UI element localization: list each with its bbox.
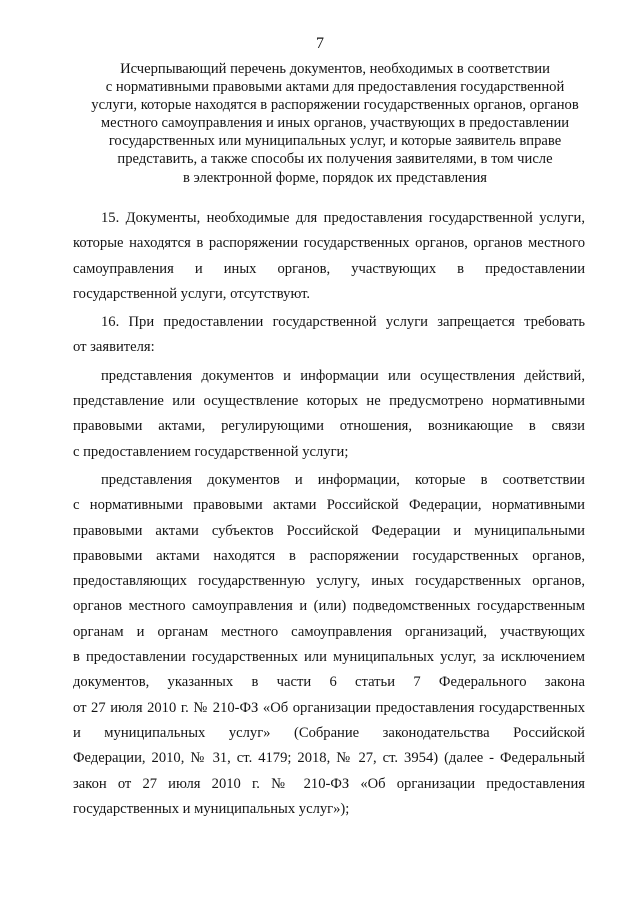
section-heading xyxy=(80,60,590,187)
text-line: государственной услуги, отсутствуют. xyxy=(73,285,311,302)
text-line: с нормативными правовыми актами Российской Федерации, нормативными xyxy=(73,497,585,514)
text-line: представления документов и информации, которые в соответствии xyxy=(101,471,585,488)
heading-line: местного самоуправления и иных органов, участвующих в предоставлении xyxy=(100,115,570,132)
text-line: правовыми актами находятся в распоряжении государственных органов, xyxy=(73,547,585,564)
heading-line: Исчерпывающий перечень документов, необходимых в соответствии xyxy=(120,61,550,77)
text-line: органам и органам местного самоуправления организаций, участвующих xyxy=(73,623,585,640)
text-line: которые находятся в распоряжении государственных органов, органов местного xyxy=(73,235,585,252)
paragraph-15 xyxy=(73,206,585,307)
document-body xyxy=(73,206,585,825)
paragraph-16-item-1 xyxy=(73,364,585,465)
text-line: представление или осуществление которых не предусмотрено нормативными xyxy=(73,393,585,410)
text-line: правовыми актами субъектов Российской Федерации и муниципальными xyxy=(73,522,585,539)
page-number: 7 xyxy=(316,35,324,52)
text-line: документов, указанных в части 6 статьи 7 Федерального закона xyxy=(73,674,585,691)
text-line: правовыми актами, регулирующими отношения, возникающие в связи xyxy=(73,418,585,435)
heading-line: с нормативными правовыми актами для предоставления государственной xyxy=(105,79,565,96)
text-line: 16. При предоставлении государственной услуги запрещается требовать xyxy=(101,314,585,331)
heading-line: в электронной форме, порядок их представления xyxy=(182,169,487,186)
text-line: предоставляющих государственную услугу, иных государственных органов, xyxy=(73,573,585,590)
text-line: государственных и муниципальных услуг»); xyxy=(73,800,350,817)
text-line: представления документов и информации или осуществления действий, xyxy=(101,367,585,384)
text-line: и муниципальных услуг» (Собрание законодательства Российской xyxy=(73,724,585,741)
paragraph-16 xyxy=(73,310,585,361)
text-line: закон от 27 июля 2010 г. № 210-ФЗ «Об организации предоставления xyxy=(73,775,585,792)
text-line: 15. Документы, необходимые для предоставления государственной услуги, xyxy=(101,210,585,226)
text-line: Федерации, 2010, № 31, ст. 4179; 2018, № 27, ст. 3954) (далее - Федеральный xyxy=(73,750,585,767)
text-line: от заявителя: xyxy=(73,339,155,356)
paragraph-16-item-2 xyxy=(73,468,585,822)
text-line: в предоставлении государственных или муниципальных услуг, за исключением xyxy=(73,649,585,666)
text-line: органов местного самоуправления и (или) подведомственных государственным xyxy=(73,598,585,615)
heading-line: представить, а также способы их получения заявителями, в том числе xyxy=(117,151,553,168)
text-line: самоуправления и иных органов, участвующих в предоставлении xyxy=(73,260,585,277)
text-line: с предоставлением государственной услуги; xyxy=(73,443,349,460)
heading-line: государственных или муниципальных услуг, и которые заявитель вправе xyxy=(108,133,562,150)
text-line: от 27 июля 2010 г. № 210-ФЗ «Об организации предоставления государственных xyxy=(73,699,585,716)
heading-line: услуги, которые находятся в распоряжении государственных органов, органов xyxy=(91,97,579,114)
